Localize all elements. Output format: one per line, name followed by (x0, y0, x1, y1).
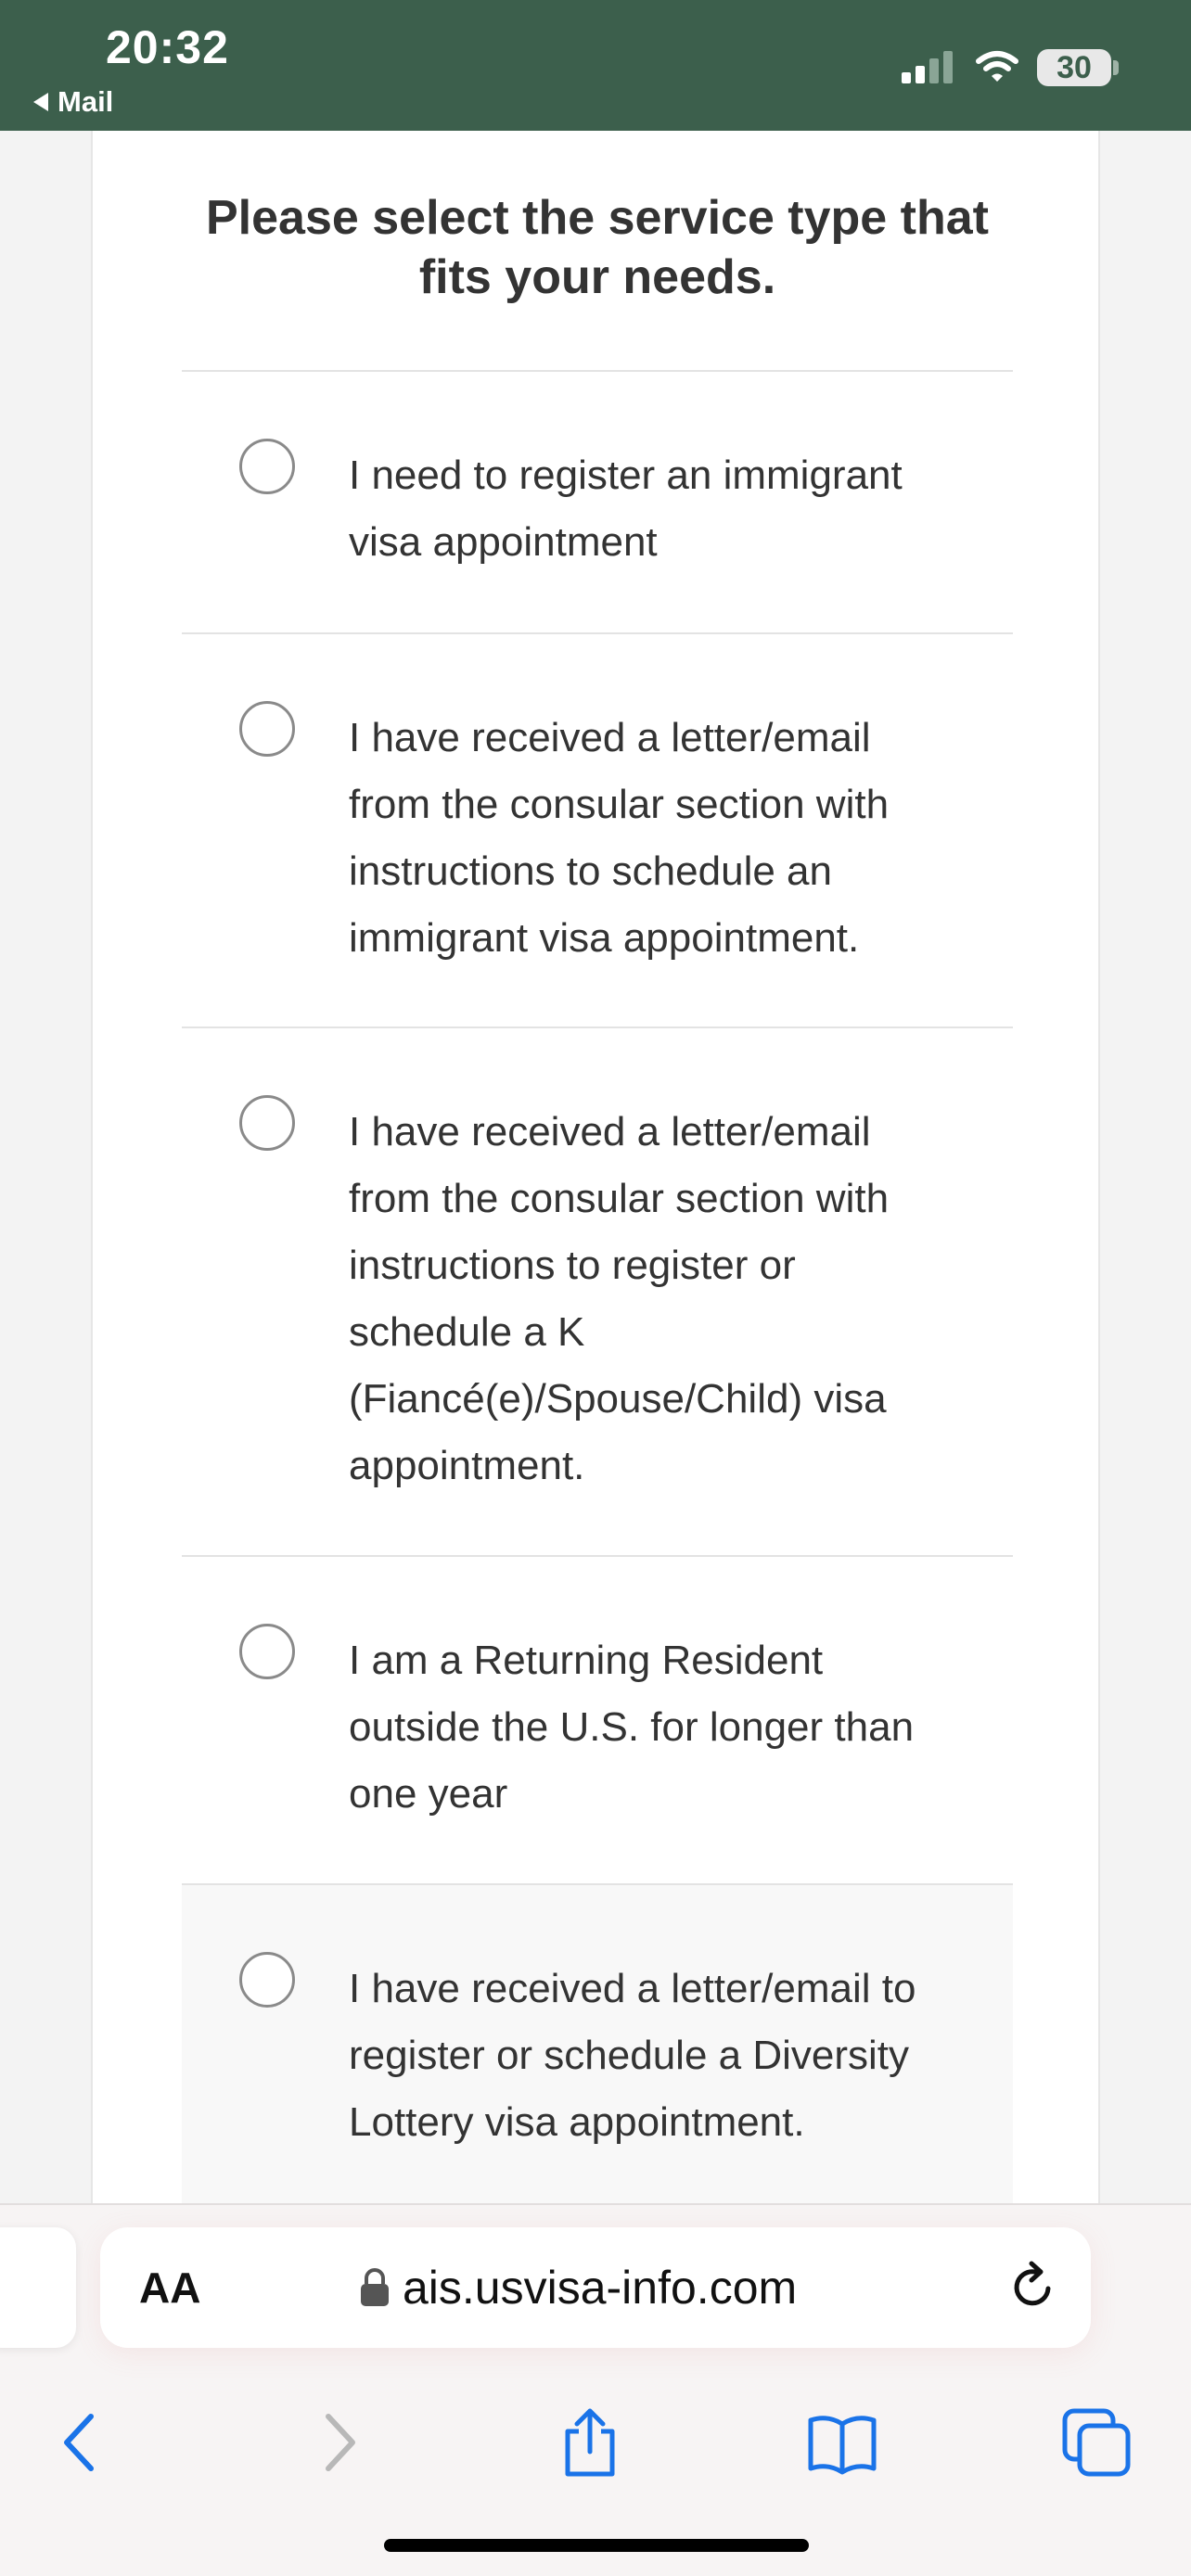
url-display[interactable] (360, 2261, 797, 2315)
back-to-mail-link[interactable] (33, 85, 113, 119)
share-icon[interactable] (555, 2407, 625, 2478)
radio-button[interactable] (239, 439, 295, 494)
radio-button[interactable] (239, 1095, 295, 1151)
reload-icon[interactable] (1007, 2261, 1059, 2313)
service-option[interactable] (182, 1555, 1013, 1883)
lock-icon (360, 2267, 390, 2308)
option-label: I have received a letter/email from the consular section with instructions to register or schedule a K (Fiancé(e)/Spouse/Child) visa appointment. (349, 1109, 890, 1488)
battery-tip (1113, 60, 1119, 75)
wifi-icon (976, 50, 1018, 83)
service-option[interactable] (182, 1027, 1013, 1555)
service-option[interactable] (182, 370, 1013, 632)
status-time: 20:32 (106, 21, 229, 73)
status-bar (0, 0, 1191, 131)
radio-button[interactable] (239, 701, 295, 757)
radio-button[interactable] (239, 1952, 295, 2008)
option-label: I need to register an immigrant visa appointment (349, 453, 903, 565)
book-icon[interactable] (807, 2407, 877, 2478)
previous-tab-preview[interactable] (0, 2227, 76, 2348)
option-label: I have received a letter/email from the consular section with instructions to schedule an immigrant visa appointment. (349, 715, 890, 961)
chevron-right-icon[interactable] (304, 2407, 375, 2478)
url-text: ais.usvisa-info.com (403, 2262, 798, 2314)
address-bar[interactable] (100, 2227, 1091, 2348)
battery-indicator: 30 (1037, 49, 1111, 86)
browser-toolbar (0, 2203, 1191, 2576)
chevron-left-icon[interactable] (45, 2407, 115, 2478)
back-to-mail-label: Mail (58, 85, 114, 118)
service-option[interactable] (182, 632, 1013, 1027)
back-triangle-icon (33, 93, 48, 111)
service-option[interactable] (182, 1883, 1013, 2204)
cellular-signal-icon (900, 50, 955, 83)
service-option-list (182, 370, 1013, 2204)
radio-button[interactable] (239, 1624, 295, 1679)
service-type-card (91, 131, 1100, 2203)
option-label: I am a Returning Resident outside the U.S. for longer than one year (349, 1638, 915, 1817)
page-heading: Please select the service type that fits your needs. (205, 191, 989, 304)
option-label: I have received a letter/email to register or schedule a Diversity Lottery visa appointment. (349, 1966, 916, 2145)
home-indicator (384, 2539, 809, 2552)
tabs-icon[interactable] (1061, 2407, 1132, 2478)
text-size-button[interactable]: AA (139, 2264, 201, 2312)
